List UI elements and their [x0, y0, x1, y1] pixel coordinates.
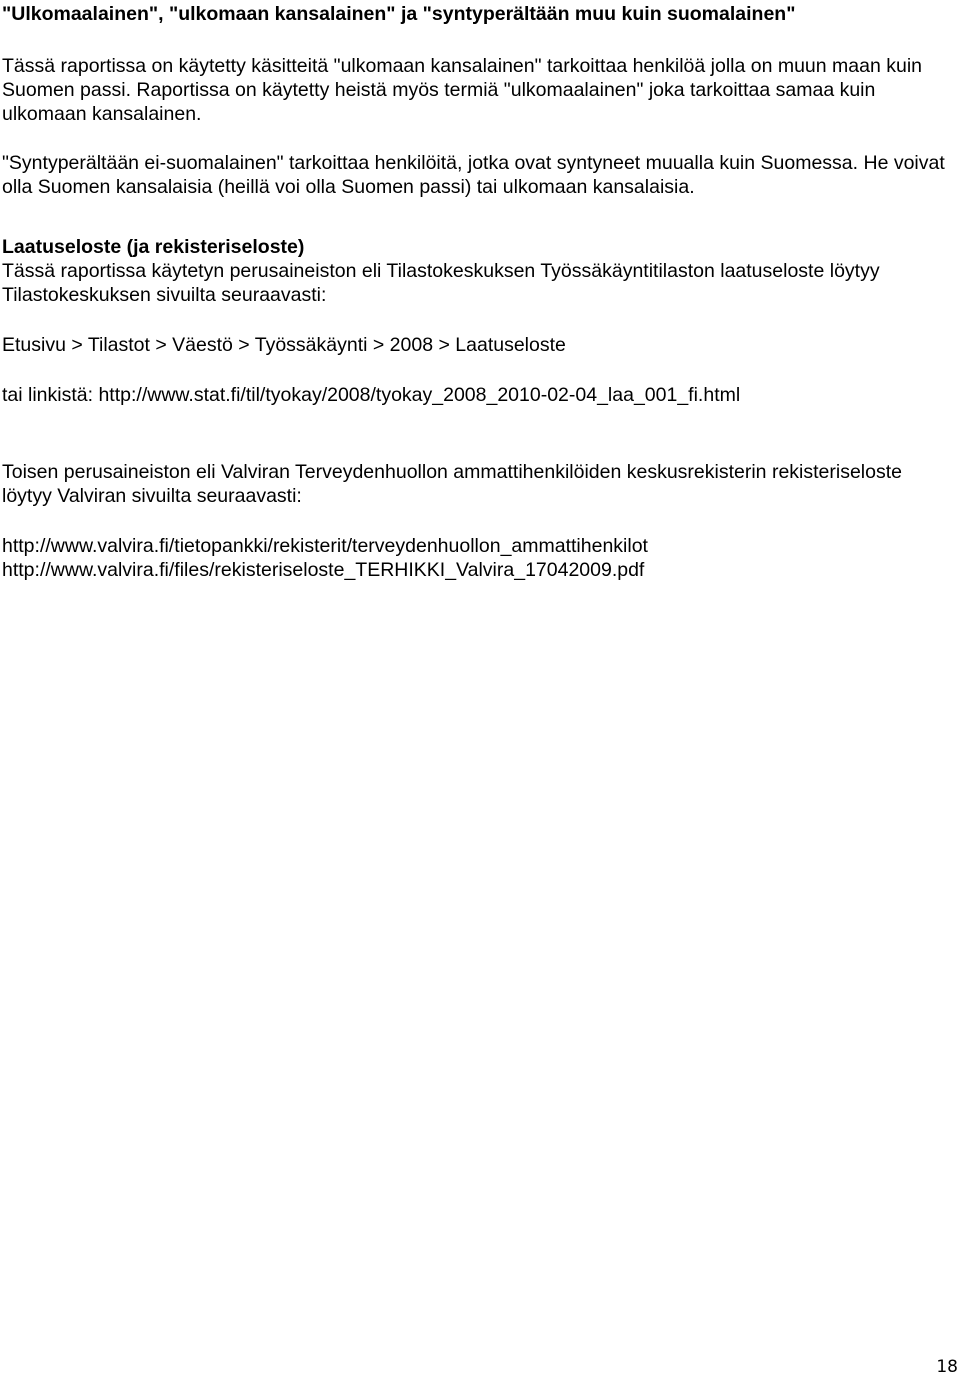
paragraph-quality-statement: Tässä raportissa käytetyn perusaineiston eli Tilastokeskuksen Työssäkäyntitilaston laatuseloste löytyy Tilastokeskuksen sivuilta seuraavasti: — [2, 260, 880, 306]
quality-statement-title: Laatuseloste (ja rekisteriseloste) — [2, 236, 305, 258]
paragraph-register-statement: Toisen perusaineiston eli Valviran Terveydenhuollon ammattihenkilöiden keskusrekisterin rekisteriseloste löytyy Valviran sivuilta seuraavasti: — [2, 461, 902, 507]
valvira-links — [2, 534, 952, 582]
valvira-link: http://www.valvira.fi/files/rekisteriseloste_TERHIKKI_Valvira_17042009.pdf — [2, 559, 645, 581]
breadcrumb-path: Etusivu > Tilastot > Väestö > Työssäkäynti > 2008 > Laatuseloste — [2, 334, 566, 356]
page-content — [2, 0, 952, 582]
stat-link-line: tai linkistä: http://www.stat.fi/til/tyokay/2008/tyokay_2008_2010-02-04_laa_001_fi.html — [2, 384, 741, 406]
paragraph-definition-foreigner: Tässä raportissa on käytetty käsitteitä "ulkomaan kansalainen" tarkoittaa henkilöä jolla on muun maan kuin Suomen passi. Raportissa on käytetty heistä myös termiä "ulkomaalainen" joka tarkoittaa samaa kuin ulkomaan kansalainen. — [2, 55, 923, 125]
page-number: 18 — [936, 1357, 958, 1377]
valvira-link: http://www.valvira.fi/tietopankki/rekisterit/terveydenhuollon_ammattihenkilot — [2, 535, 648, 557]
section-heading: "Ulkomaalainen", "ulkomaan kansalainen" ja "syntyperältään muu kuin suomalainen" — [2, 3, 796, 25]
paragraph-definition-origin: "Syntyperältään ei-suomalainen" tarkoittaa henkilöitä, jotka ovat syntyneet muualla kuin Suomessa. He voivat olla Suomen kansalaisia (heillä voi olla Suomen passi) tai ulkomaan kansalaisia. — [2, 152, 945, 198]
